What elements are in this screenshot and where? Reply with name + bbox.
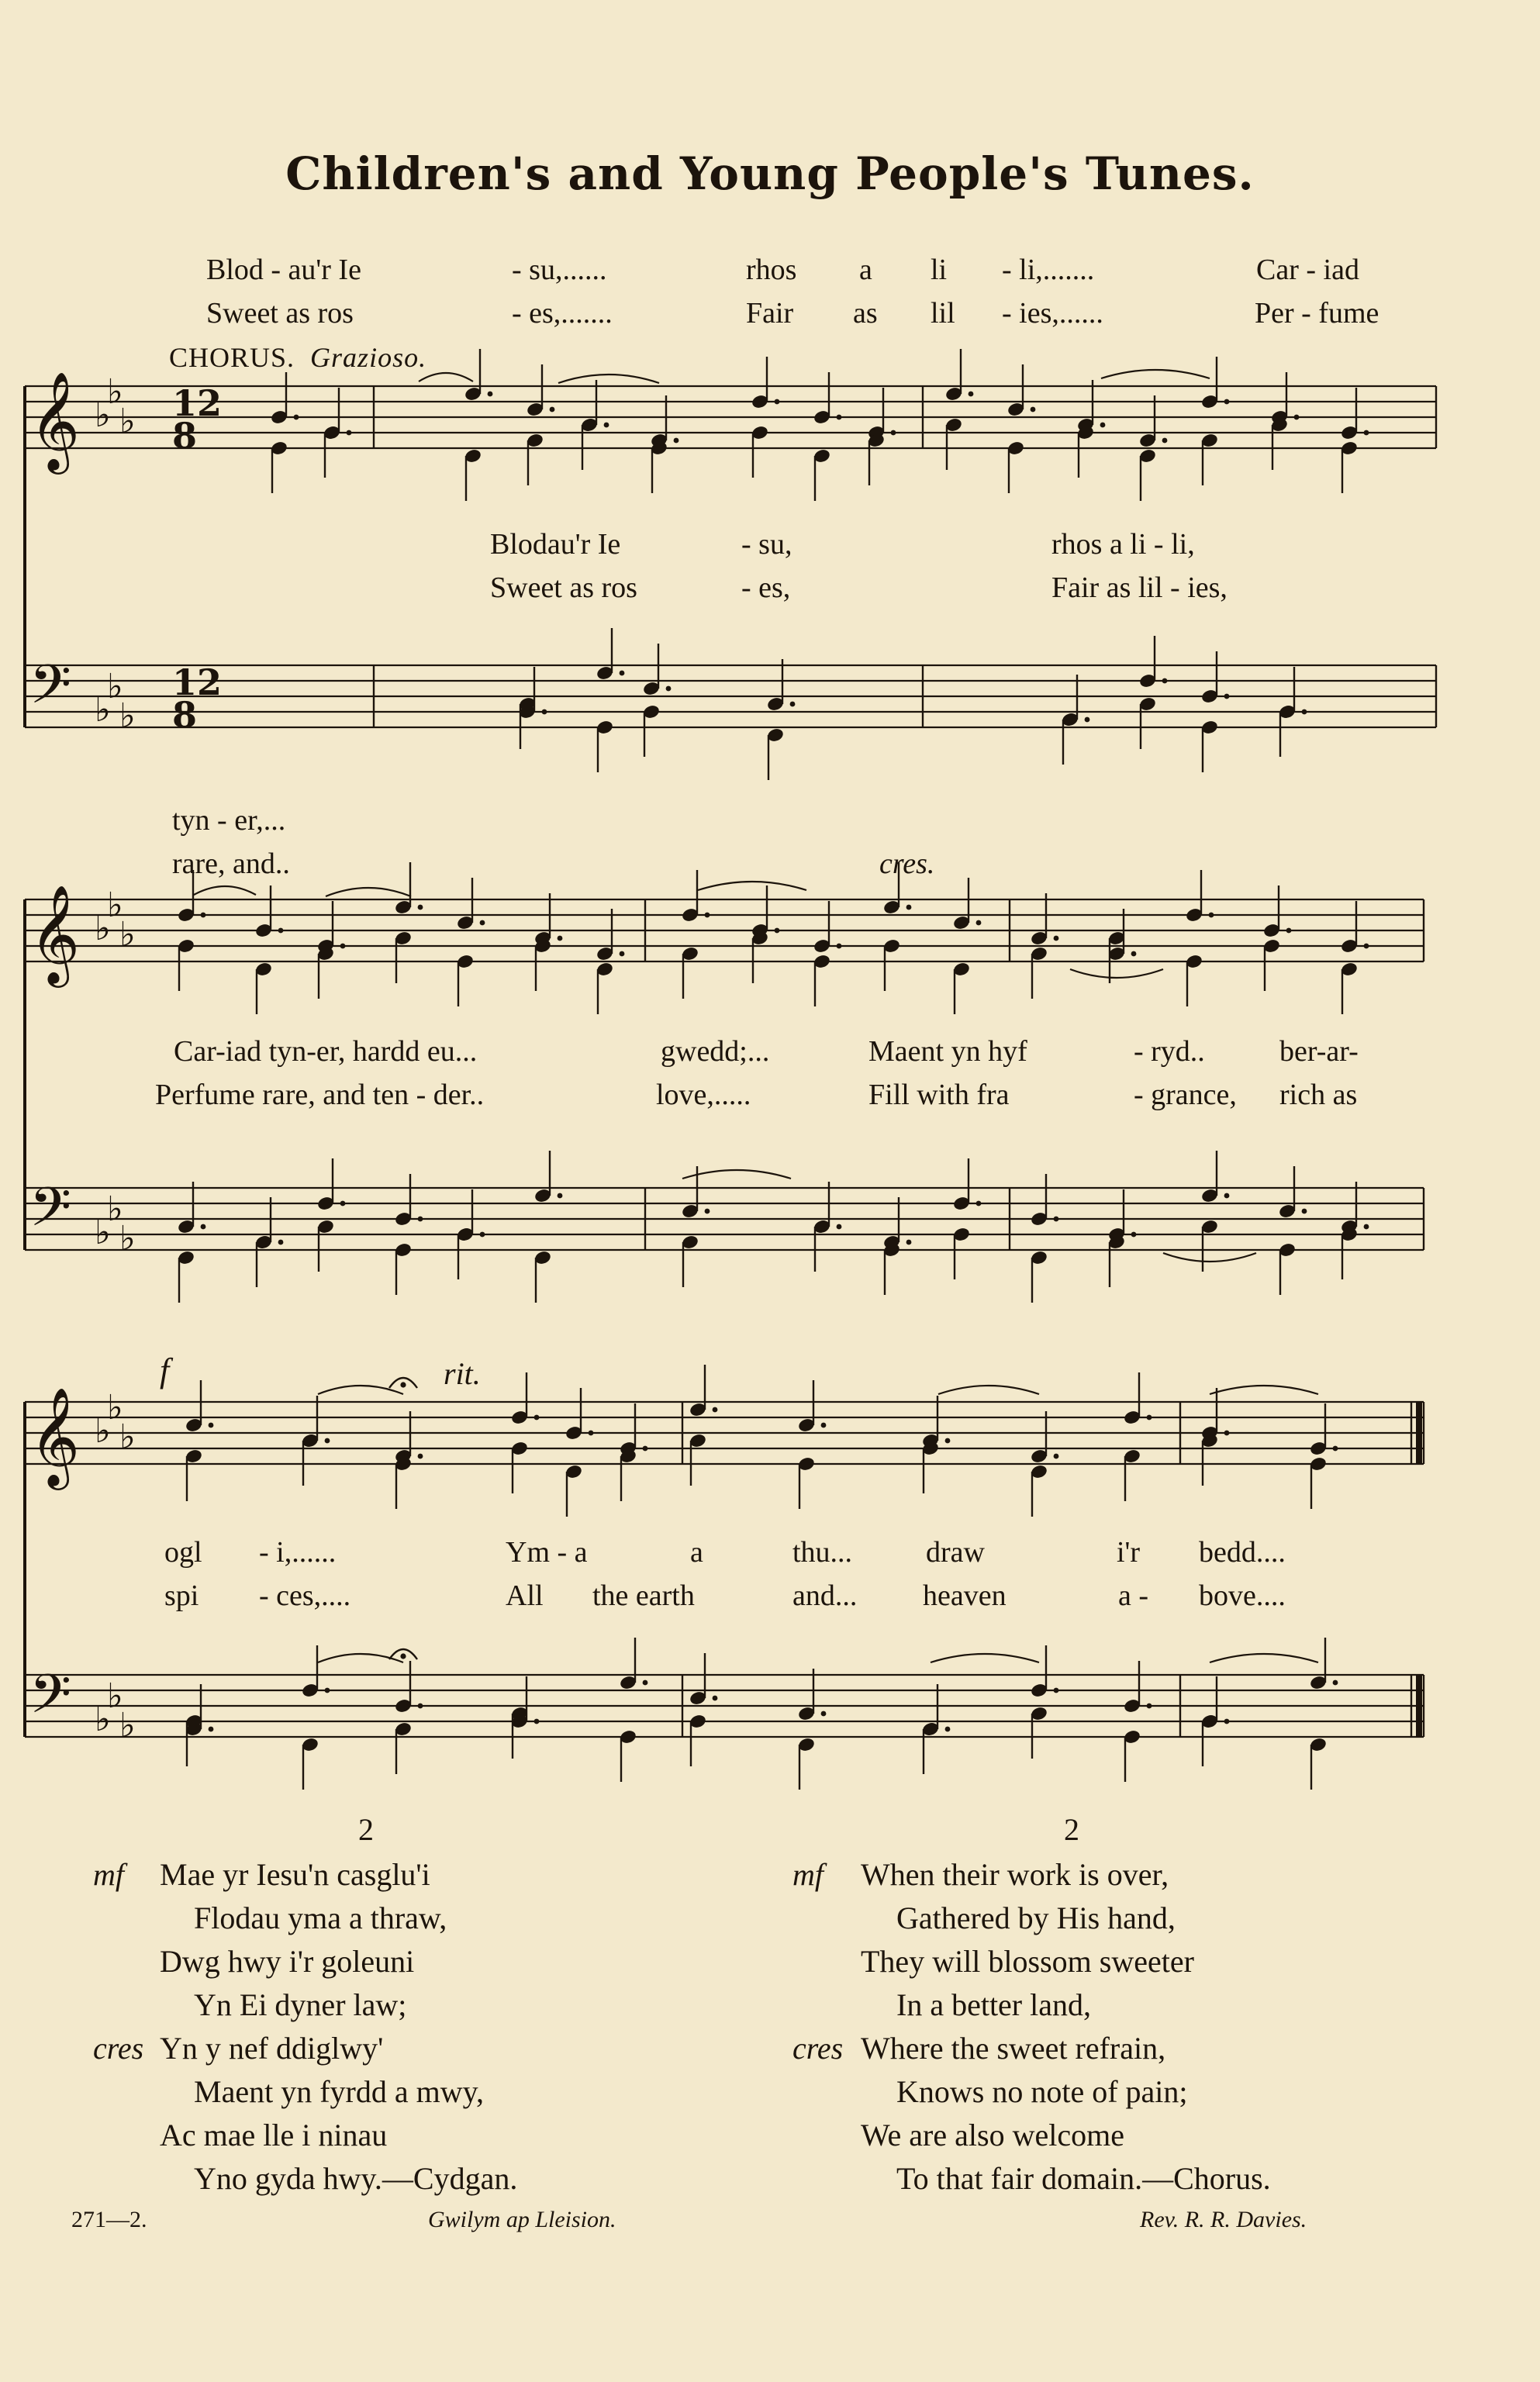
lyric-line-english: rare, and.. xyxy=(172,848,290,880)
page-title: Children's and Young People's Tunes. xyxy=(285,147,1255,200)
dot xyxy=(1054,1217,1059,1222)
verse-line-text: Ac mae lle i ninau xyxy=(160,2118,388,2152)
lyric-line-english: - es,....... xyxy=(512,297,613,330)
verse-line-text: Flodau yma a thraw, xyxy=(194,1900,447,1935)
bass-clef-icon: 𝄢 xyxy=(29,653,72,729)
dynamic-mark: cres xyxy=(792,2031,844,2066)
flat-icon: ♭ xyxy=(107,1676,123,1716)
lyric-line-english: Sweet as ros xyxy=(206,297,354,330)
english-author: Rev. R. R. Davies. xyxy=(1140,2207,1307,2232)
dot xyxy=(347,430,352,436)
verse-line-text: Maent yn fyrdd a mwy, xyxy=(194,2074,484,2109)
dot xyxy=(209,1423,214,1428)
dot xyxy=(1364,430,1369,436)
dot xyxy=(1224,1193,1230,1199)
dot xyxy=(1054,1454,1059,1459)
dot xyxy=(775,928,780,934)
dot xyxy=(418,1704,423,1709)
verse-line-text: Yn Ei dyner law; xyxy=(194,1987,407,2022)
dot xyxy=(1364,944,1369,949)
flat-icon: ♭ xyxy=(119,1219,136,1258)
slur xyxy=(1101,370,1210,378)
flat-icon: ♭ xyxy=(107,372,123,412)
lyric-line-welsh: bedd.... xyxy=(1199,1536,1286,1569)
lyric-line-welsh: - ryd.. xyxy=(1134,1035,1205,1068)
slur xyxy=(938,1386,1039,1394)
lyric-line-english: heaven xyxy=(923,1579,1007,1612)
verse-line xyxy=(85,2157,628,2201)
lyric-line-english: bove.... xyxy=(1199,1579,1286,1612)
dot xyxy=(1286,928,1292,934)
verse-line xyxy=(85,1940,628,1983)
lyric-line-english: - es, xyxy=(741,571,791,604)
verse-line-text: Where the sweet refrain, xyxy=(861,2031,1166,2066)
flat-icon: ♭ xyxy=(119,1417,136,1457)
lyric-line-english: - grance, xyxy=(1134,1079,1237,1111)
dot xyxy=(418,1217,423,1222)
fermata-dot xyxy=(400,1653,406,1659)
verse-english xyxy=(792,1853,1475,2201)
lyric-line-welsh: Car - iad xyxy=(1256,254,1359,286)
dot xyxy=(1147,1704,1152,1709)
lyric-line-welsh: - li,....... xyxy=(1002,254,1095,286)
dot xyxy=(976,1201,982,1207)
bass-clef-icon: 𝄢 xyxy=(29,1175,72,1251)
fermata-dot xyxy=(400,1382,406,1387)
verse-line-text: We are also welcome xyxy=(861,2118,1124,2152)
dot xyxy=(906,905,912,910)
verse-line xyxy=(85,1853,628,1897)
flat-icon: ♭ xyxy=(119,696,136,736)
dot xyxy=(1333,1680,1338,1686)
lyric-line-english: rich as xyxy=(1279,1079,1358,1111)
flat-icon: ♭ xyxy=(107,885,123,925)
dot xyxy=(550,407,555,413)
slur xyxy=(1070,969,1163,978)
dot xyxy=(1209,913,1214,918)
time-signature-top: 12 xyxy=(172,382,223,424)
verse-line-text: Yn y nef ddiglwy' xyxy=(160,2031,384,2066)
dot xyxy=(821,1423,827,1428)
lyric-line-welsh: li xyxy=(931,254,948,286)
slur xyxy=(682,1170,791,1179)
dot xyxy=(1100,423,1106,428)
lyric-line-english: and... xyxy=(792,1579,858,1612)
dot xyxy=(201,913,206,918)
dot xyxy=(1302,709,1307,715)
dot xyxy=(488,392,493,397)
dot xyxy=(945,1727,951,1732)
lyric-line-english: a - xyxy=(1118,1579,1149,1612)
time-signature-top: 12 xyxy=(172,661,223,703)
dot xyxy=(1224,694,1230,699)
dot xyxy=(976,920,982,926)
dot xyxy=(558,936,563,941)
dot xyxy=(604,423,609,428)
lyric-line-english: All xyxy=(506,1579,544,1612)
lyric-line-welsh: thu... xyxy=(792,1536,853,1569)
flat-icon: ♭ xyxy=(119,402,136,441)
dot xyxy=(534,1719,540,1724)
lyric-line-english: the earth xyxy=(592,1579,695,1612)
lyric-line-welsh: - su,...... xyxy=(512,254,607,286)
dynamic-mark: mf xyxy=(93,1857,124,1892)
slur xyxy=(194,886,256,895)
dot xyxy=(294,415,299,420)
dot xyxy=(666,686,672,692)
slur xyxy=(1210,1386,1318,1394)
lyric-line-english: Fair xyxy=(746,297,794,330)
verse-line xyxy=(792,2114,1475,2157)
verse-line-text: Mae yr Iesu'n casglu'i xyxy=(160,1857,430,1892)
flat-icon: ♭ xyxy=(107,1189,123,1229)
dot xyxy=(325,1438,330,1444)
lyric-line-english: - ies,...... xyxy=(1002,297,1103,330)
dot xyxy=(589,1431,594,1436)
lyric-line-english: Fair as lil - ies, xyxy=(1051,571,1228,604)
dot xyxy=(480,1232,485,1238)
verse-line xyxy=(792,2027,1475,2070)
verse-line xyxy=(85,2027,628,2070)
verse-line-text: Gathered by His hand, xyxy=(896,1900,1176,1935)
dot xyxy=(705,1209,710,1214)
dynamic-mark: cres xyxy=(93,2031,144,2066)
verse-number: 2 xyxy=(358,1812,374,1847)
verse-line xyxy=(792,2157,1475,2201)
lyric-line-welsh: rhos xyxy=(746,254,797,286)
dot xyxy=(1054,936,1059,941)
lyric-line-english: spi xyxy=(164,1579,199,1612)
verse-line-text: When their work is over, xyxy=(861,1857,1169,1892)
dot xyxy=(1294,415,1300,420)
verse-welsh xyxy=(85,1853,628,2201)
dot xyxy=(418,1454,423,1459)
verse-line xyxy=(85,1897,628,1940)
dot xyxy=(534,1415,540,1421)
dot xyxy=(1162,678,1168,684)
lyric-line-welsh: ogl xyxy=(164,1536,202,1569)
lyric-line-english: Sweet as ros xyxy=(490,571,637,604)
dot xyxy=(1364,1224,1369,1230)
dynamic-mark: mf xyxy=(792,1857,824,1892)
dot xyxy=(821,1711,827,1717)
flat-icon: ♭ xyxy=(95,909,111,948)
dot xyxy=(1085,717,1090,723)
flat-icon: ♭ xyxy=(119,1706,136,1745)
treble-clef-icon: 𝄞 xyxy=(29,371,81,470)
dot xyxy=(480,920,485,926)
dot xyxy=(558,1193,563,1199)
dot xyxy=(713,1407,718,1413)
lyric-line-welsh: Maent yn hyf xyxy=(868,1035,1027,1068)
chorus-label xyxy=(169,341,426,374)
dot xyxy=(1147,1415,1152,1421)
dot xyxy=(201,1224,206,1230)
lyric-line-welsh: Blodau'r Ie xyxy=(490,528,621,561)
verse-line xyxy=(85,1983,628,2027)
lyric-line-welsh: - su, xyxy=(741,528,792,561)
dot xyxy=(837,944,842,949)
flat-icon: ♭ xyxy=(95,690,111,730)
dot xyxy=(775,399,780,405)
lyric-line-welsh: rhos a li - li, xyxy=(1051,528,1195,561)
verse-number: 2 xyxy=(1064,1812,1079,1847)
forte-marking: f xyxy=(160,1352,170,1390)
lyric-line-welsh: ber-ar- xyxy=(1279,1035,1359,1068)
flat-icon: ♭ xyxy=(95,1213,111,1252)
dot xyxy=(325,1688,330,1693)
verse-line-text: Yno gyda hwy.—Cydgan. xyxy=(194,2161,518,2196)
time-signature-bottom: 8 xyxy=(172,694,198,736)
dot xyxy=(790,702,796,707)
flat-icon: ♭ xyxy=(95,395,111,435)
welsh-author: Gwilym ap Lleision. xyxy=(428,2207,616,2232)
dot xyxy=(705,913,710,918)
rit-marking: rit. xyxy=(444,1356,481,1391)
dot xyxy=(713,1696,718,1701)
verse-line xyxy=(792,1897,1475,1940)
lyric-line-english: love,..... xyxy=(656,1079,751,1111)
treble-clef-icon: 𝄞 xyxy=(29,884,81,983)
dot xyxy=(278,928,284,934)
dot xyxy=(418,905,423,910)
dot xyxy=(340,944,346,949)
verse-line-text: To that fair domain.—Chorus. xyxy=(896,2161,1271,2196)
dot xyxy=(620,951,625,957)
lyric-line-english: as xyxy=(853,297,878,330)
dot xyxy=(1031,407,1036,413)
dot xyxy=(674,438,679,444)
slur xyxy=(698,882,806,890)
dot xyxy=(1302,1209,1307,1214)
dot xyxy=(945,1438,951,1444)
dot xyxy=(1333,1446,1338,1452)
bass-clef-icon: 𝄢 xyxy=(29,1662,72,1738)
cres-marking: cres. xyxy=(879,848,935,880)
verse-line-text: They will blossom sweeter xyxy=(861,1944,1194,1979)
lyric-line-welsh: - i,...... xyxy=(259,1536,337,1569)
slur xyxy=(558,375,659,383)
dot xyxy=(1131,951,1137,957)
lyric-line-welsh: Car-iad tyn-er, hardd eu... xyxy=(174,1035,478,1068)
time-signature-bottom: 8 xyxy=(172,415,198,457)
dot xyxy=(837,415,842,420)
lyric-line-english: lil xyxy=(931,297,955,330)
lyric-line-welsh: a xyxy=(859,254,872,286)
dot xyxy=(1224,399,1230,405)
lyric-line-welsh: i'r xyxy=(1117,1536,1141,1569)
verse-line-text: In a better land, xyxy=(896,1987,1091,2022)
slur xyxy=(931,1654,1039,1662)
dot xyxy=(278,1240,284,1245)
lyric-line-english: Fill with fra xyxy=(868,1079,1010,1111)
verse-line-text: Knows no note of pain; xyxy=(896,2074,1188,2109)
slur xyxy=(1210,1654,1318,1662)
dot xyxy=(209,1727,214,1732)
lyric-line-welsh: tyn - er,... xyxy=(172,804,286,837)
dot xyxy=(1054,1688,1059,1693)
dot xyxy=(1162,438,1168,444)
verse-line xyxy=(792,1853,1475,1897)
dot xyxy=(340,1201,346,1207)
page-reference: 271—2. xyxy=(71,2207,147,2232)
verse-line xyxy=(792,1940,1475,1983)
dot xyxy=(643,1446,648,1452)
dot xyxy=(1131,1232,1137,1238)
dot xyxy=(1224,1431,1230,1436)
dot xyxy=(542,709,547,715)
lyric-line-welsh: draw xyxy=(926,1536,985,1569)
slur xyxy=(419,373,473,381)
tempo-marking: Grazioso. xyxy=(310,342,427,373)
dot xyxy=(906,1240,912,1245)
lyric-line-english: - ces,.... xyxy=(259,1579,351,1612)
lyric-line-welsh: gwedd;... xyxy=(661,1035,770,1068)
flat-icon: ♭ xyxy=(95,1700,111,1739)
dot xyxy=(643,1680,648,1686)
lyric-line-english: Perfume rare, and ten - der.. xyxy=(155,1079,485,1111)
slur xyxy=(1163,1253,1256,1262)
lyric-line-welsh: Ym - a xyxy=(506,1536,588,1569)
lyric-line-welsh: Blod - au'r Ie xyxy=(206,254,361,286)
dot xyxy=(969,392,974,397)
lyric-line-english: Per - fume xyxy=(1255,297,1379,330)
verse-line xyxy=(85,2070,628,2114)
chorus-label-text: CHORUS. xyxy=(169,342,295,373)
verse-line xyxy=(792,2070,1475,2114)
dot xyxy=(837,1224,842,1230)
flat-icon: ♭ xyxy=(95,1411,111,1451)
lyric-line-welsh: a xyxy=(690,1536,703,1569)
verse-line xyxy=(792,1983,1475,2027)
flat-icon: ♭ xyxy=(119,915,136,955)
treble-clef-icon: 𝄞 xyxy=(29,1386,81,1486)
verse-line-text: Dwg hwy i'r goleuni xyxy=(160,1944,415,1979)
dot xyxy=(1224,1719,1230,1724)
dot xyxy=(891,430,896,436)
slur xyxy=(326,888,411,896)
dot xyxy=(620,671,625,676)
verse-line xyxy=(85,2114,628,2157)
flat-icon: ♭ xyxy=(107,667,123,706)
flat-icon: ♭ xyxy=(107,1388,123,1427)
